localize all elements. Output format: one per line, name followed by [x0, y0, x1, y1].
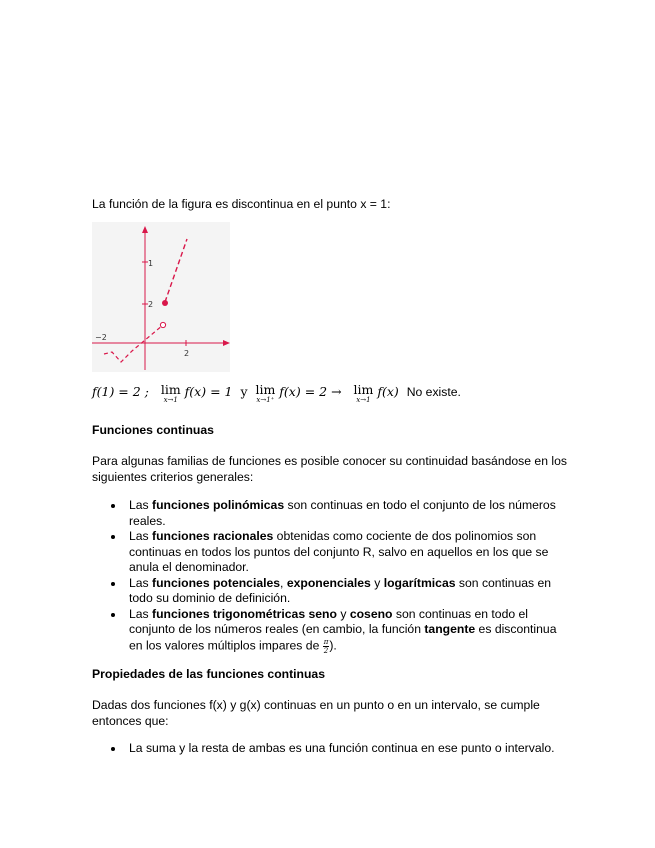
right-limit: [255, 384, 275, 405]
section1-paragraph: Para algunas familias de funciones es posible conocer su continuidad basándose en los siguientes criterios generales:: [92, 454, 567, 484]
tick-label-y-top: 1: [148, 259, 154, 268]
formula-f1: f(1) = 2 ;: [92, 384, 149, 399]
closed-point: [162, 300, 168, 306]
formula-result: No existe.: [406, 385, 461, 399]
open-point: [160, 322, 165, 327]
general-expr: f(x): [377, 384, 399, 399]
lim-word: lim: [255, 382, 276, 397]
list-item: Las funciones polinómicas son continuas en todo el conjunto de los números reales.: [92, 498, 572, 529]
list-item: Las funciones racionales obtenidas como cociente de dos polinomios son continuas en todos los puntos del conjunto R, salvo en aquellos en los que se anula el denominador.: [92, 529, 572, 576]
lim-word: lim: [353, 382, 374, 397]
y-word: y: [240, 384, 248, 399]
section-heading-properties: Propiedades de las funciones continuas: [92, 667, 325, 681]
section-heading-continuous: Funciones continuas: [92, 423, 214, 437]
intro-text: La función de la figura es discontinua en el punto x = 1:: [92, 197, 391, 211]
general-limit: [353, 384, 373, 405]
lim-sub-general: x→1: [356, 396, 371, 404]
list-item: Las funciones trigonométricas seno y coseno son continuas en todo el conjunto de los números reales (en cambio, la función tangente es discontinua en los valores múltiplos impares de $\frac{\pi}{2}$ ).: [92, 607, 572, 655]
criteria-list: [92, 498, 572, 655]
lim-sub-left: x→1: [163, 396, 178, 404]
graph-background: [92, 222, 230, 372]
discontinuity-graph: [92, 222, 230, 372]
tick-label-x-pos: 2: [184, 349, 190, 358]
left-expr: f(x) = 1: [184, 384, 233, 399]
list-item: La suma y la resta de ambas es una función continua en ese punto o intervalo.: [92, 741, 572, 757]
lim-sub-right: x→1⁺: [256, 396, 275, 404]
properties-list: [92, 741, 572, 757]
pi-over-2-fraction: $\frac{\pi}{2}$: [323, 637, 329, 655]
list-item: Las funciones potenciales, exponenciales y logarítmicas son continuas en todo su dominio de definición.: [92, 576, 572, 607]
tick-label-x-neg: −2: [95, 333, 107, 342]
section2-paragraph: Dadas dos funciones f(x) y g(x) continuas en un punto o en un intervalo, se cumple entonces que:: [92, 698, 540, 728]
tick-label-y-mid: 2: [148, 300, 154, 309]
right-expr: f(x) = 2 →: [279, 384, 342, 399]
left-limit: [161, 384, 181, 405]
lim-word: lim: [160, 382, 181, 397]
limit-formula: [92, 384, 582, 414]
